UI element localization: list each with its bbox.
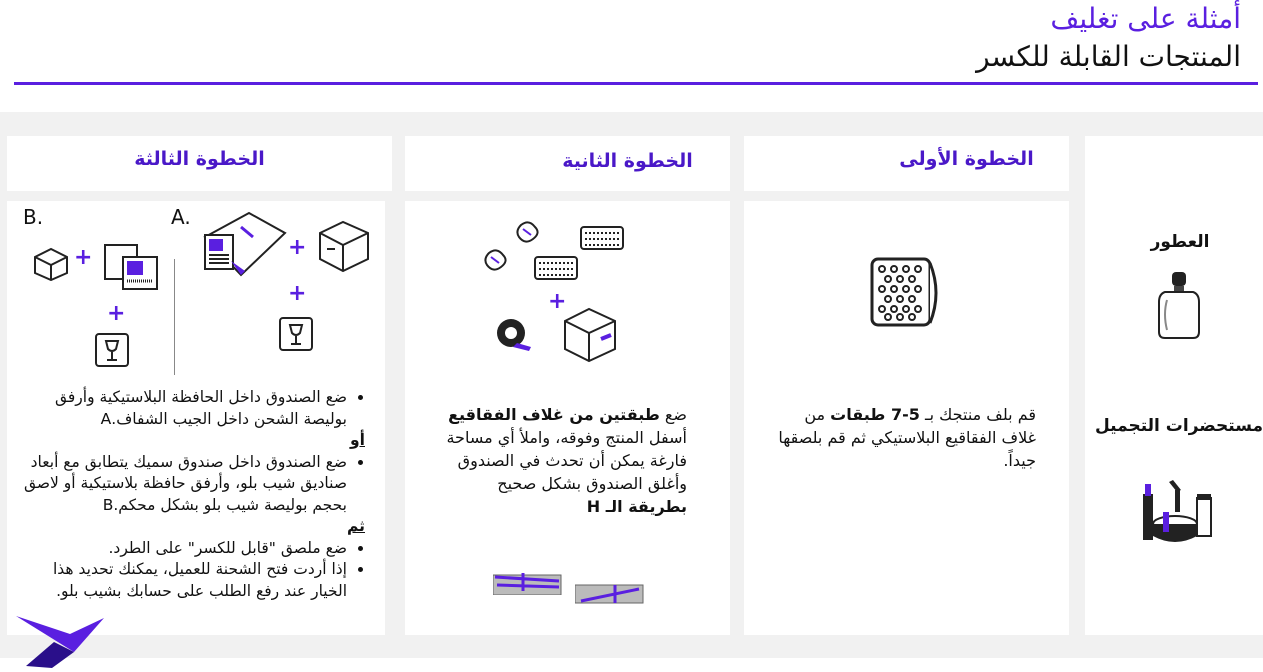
step2-body-card: [405, 201, 730, 635]
h-tape-box-icon-1: [493, 571, 563, 595]
then-separator: ثم: [347, 517, 365, 535]
option-a-label: A.: [171, 205, 191, 229]
step2-title: الخطوة الثانية: [562, 150, 693, 172]
step3-instructions: [15, 387, 365, 602]
step1-title: الخطوة الأولى: [899, 148, 1034, 170]
step1-text-part2: من غلاف الفقاقيع البلاستيكي ثم قم بلصقها جيداً.: [778, 405, 1036, 470]
page-title-line1: أمثلة على تغليف: [1050, 2, 1241, 35]
step1-body-card: [744, 201, 1069, 635]
step2-text-bold1: طبقتين من غلاف الفقاقيع: [448, 405, 660, 424]
step1-text-part1: قم بلف منتجك بـ: [919, 405, 1036, 424]
bubble-wrap-roll-icon: [868, 257, 944, 329]
step2-text-part2: أسفل المنتج وفوقه، واملأ أي مساحة فارغة يمكن أن تحدث في الصندوق وأغلق الصندوق بشكل صحيح: [446, 428, 687, 493]
tape-roll-icon: [495, 317, 533, 351]
or-separator: أو: [350, 431, 365, 449]
step2-text-part1: ضع: [659, 405, 687, 424]
cosmetics-icon: [1137, 476, 1217, 546]
step3-header-card: [7, 136, 392, 191]
step2-text: [435, 403, 687, 518]
box-icon: [317, 219, 371, 273]
step3-title: الخطوة الثالثة: [134, 148, 265, 170]
plus-sign: +: [288, 281, 307, 306]
step1-text-bold: 5-7 طبقات: [830, 405, 920, 424]
step3-bullet-1: • ضع الصندوق داخل الحافظة البلاستيكية وأرفق بوليصة الشحن داخل الجيب الشفاف.A: [15, 387, 347, 430]
small-box-icon: [33, 247, 69, 281]
step1-text: [774, 403, 1036, 472]
category-card: [1085, 136, 1263, 635]
perfume-bottle-icon: [1155, 270, 1203, 340]
plus-sign: +: [288, 235, 307, 260]
category-perfume-label: العطور: [1150, 232, 1210, 252]
plus-sign: +: [107, 301, 126, 326]
shipping-pouch-icon: [201, 209, 289, 277]
wrapped-items-icon: [483, 219, 629, 289]
step2-text-bold2: بطريقة الـ H: [586, 497, 687, 516]
fragile-label-icon: [279, 317, 313, 351]
brand-logo-icon: [14, 612, 110, 668]
step3-bullet-3: • ضع ملصق "قابل للكسر" على الطرد.: [15, 538, 347, 560]
step2-header-card: [405, 136, 730, 191]
labeled-boxes-icon: [103, 243, 159, 291]
cardboard-box-icon: [561, 305, 619, 363]
category-cosmetics-label: مستحضرات التجميل: [1094, 416, 1263, 436]
fragile-label-icon: [95, 333, 129, 367]
step3-bullet-2: • ضع الصندوق داخل صندوق سميك يتطابق مع أبعاد صناديق شيب بلو، وأرفق حافظة بلاستيكية أو لاصق بحجم بوليصة شيب بلو بشكل محكم.B: [15, 452, 347, 517]
plus-sign: +: [74, 245, 93, 270]
step3-bullet-4: • إذا أردت فتح الشحنة للعميل، يمكنك تحديد هذا الخيار عند رفع الطلب على حسابك بشيب بلو.: [15, 559, 347, 602]
options-divider: [174, 259, 175, 375]
option-b-label: B.: [23, 205, 44, 229]
title-rule: [14, 82, 1258, 85]
page-title-line2: المنتجات القابلة للكسر: [976, 40, 1241, 73]
plus-sign: +: [548, 289, 567, 314]
h-tape-box-icon-2: [575, 581, 645, 605]
step3-body-card: [7, 201, 385, 635]
